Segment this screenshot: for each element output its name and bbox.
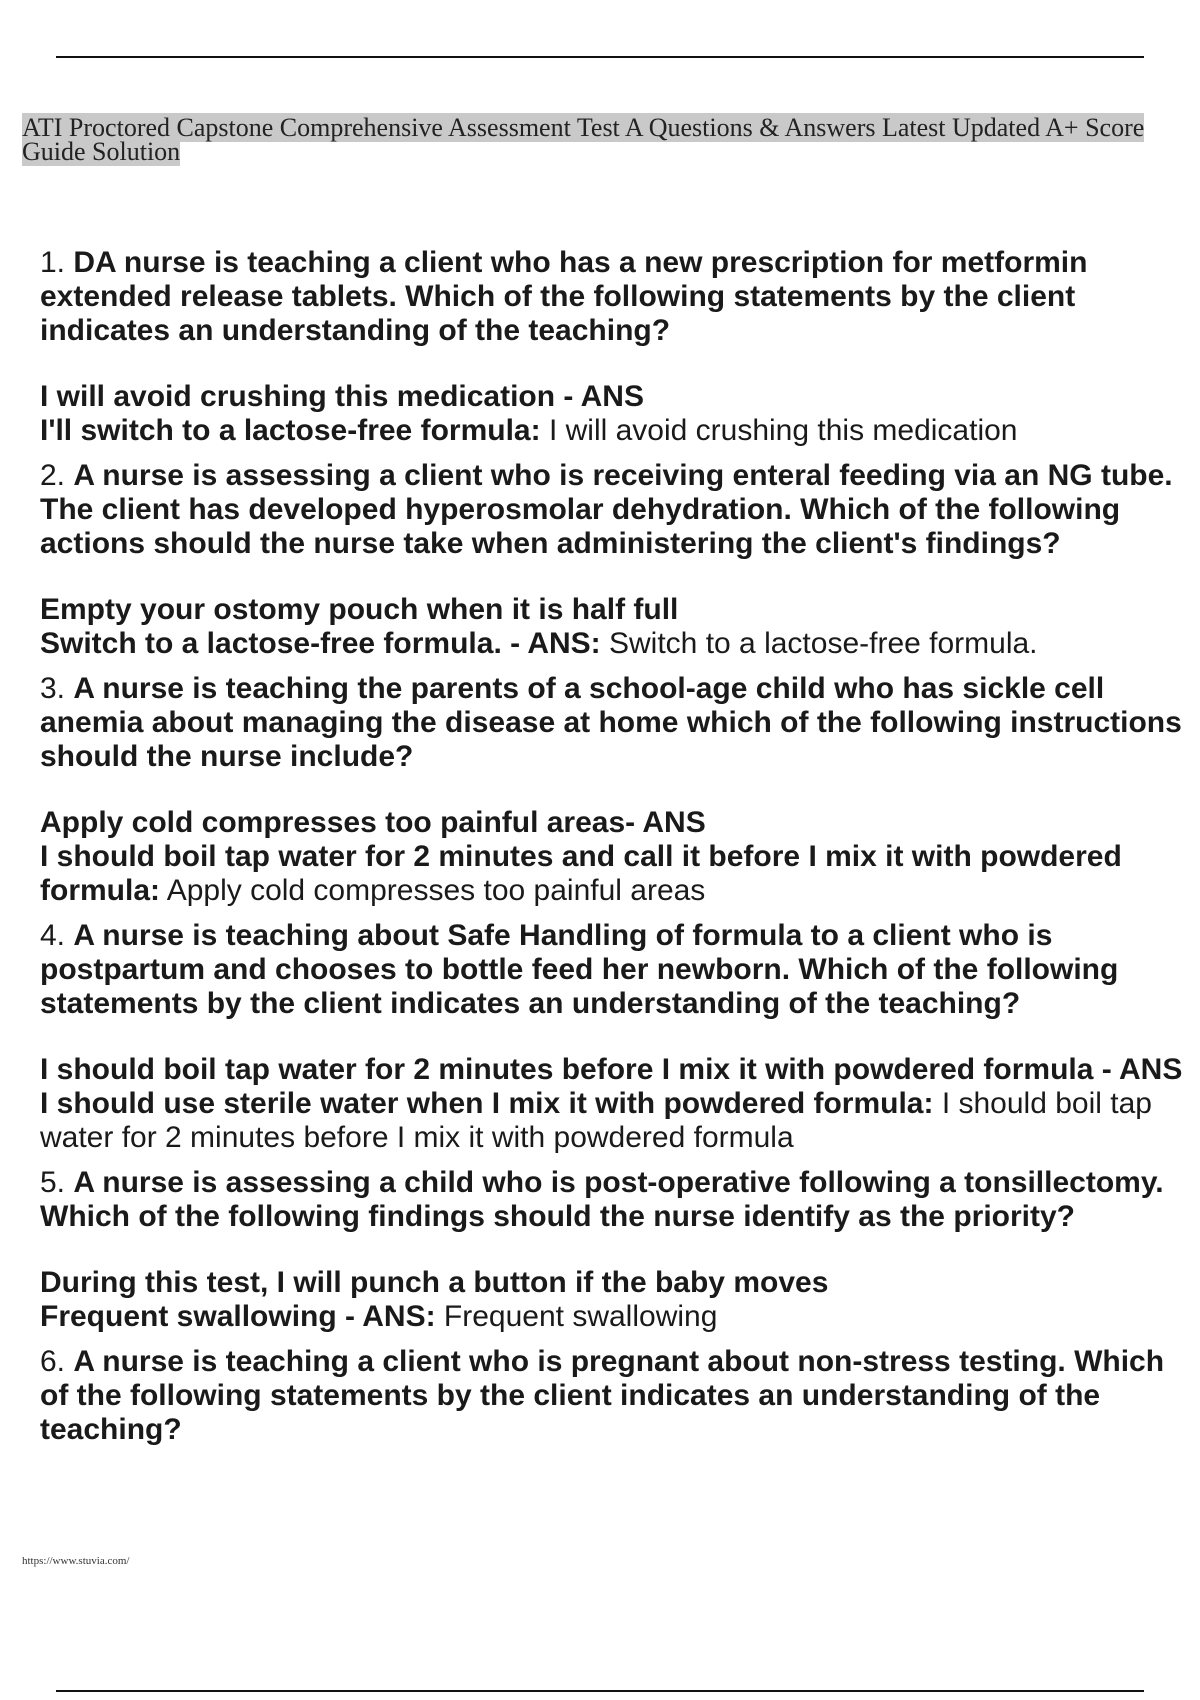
answer-value: Frequent swallowing bbox=[443, 1300, 718, 1333]
footer-url[interactable]: https://www.stuvia.com/ bbox=[22, 1555, 130, 1567]
question-text: A nurse is teaching about Safe Handling of formula to a client who is postpartum and chooses to bottle feed her newborn. Which of the following statements by the client indicates an understanding of the teaching? bbox=[40, 919, 1119, 1020]
statement-line: I should boil tap water for 2 minutes before I mix it with powdered formula - ANS bbox=[40, 1053, 1183, 1086]
answer-label: Switch to a lactose-free formula. - ANS: bbox=[40, 627, 601, 660]
question-number: 4. bbox=[40, 919, 66, 952]
answer-value: Switch to a lactose-free formula. bbox=[609, 627, 1038, 660]
qa-item bbox=[40, 1166, 1190, 1334]
question-text: A nurse is teaching a client who is pregnant about non-stress testing. Which of the following statements by the client indicates an understanding of the teaching? bbox=[40, 1345, 1165, 1446]
top-rule bbox=[56, 56, 1144, 58]
answer-label: I should boil tap water for 2 minutes and call it before I mix it with powdered formula: bbox=[40, 840, 1122, 907]
answer-line bbox=[40, 1300, 1190, 1334]
question-text: DA nurse is teaching a client who has a new prescription for metformin extended release tablets. Which of the following statements by the client indicates an understanding of the teaching? bbox=[40, 246, 1088, 347]
question bbox=[40, 672, 1190, 774]
qa-item bbox=[40, 246, 1190, 448]
document-title-text: ATI Proctored Capstone Comprehensive Assessment Test A Questions & Answers Latest Updated A+ Score Guide Solution bbox=[22, 113, 1145, 166]
document-title bbox=[22, 113, 1192, 166]
question-number: 5. bbox=[40, 1166, 66, 1199]
question-number: 6. bbox=[40, 1345, 66, 1378]
answer-value: Apply cold compresses too painful areas bbox=[166, 874, 706, 907]
answer-value: I will avoid crushing this medication bbox=[548, 414, 1018, 447]
answer-line bbox=[40, 414, 1190, 448]
qa-list bbox=[40, 246, 1190, 1447]
question-number: 1. bbox=[40, 246, 66, 279]
question-text: A nurse is assessing a client who is receiving enteral feeding via an NG tube. The client has developed hyperosmolar dehydration. Which of the following actions should the nurse take when administering the client's findings? bbox=[40, 459, 1173, 560]
statement-line: Apply cold compresses too painful areas- ANS bbox=[40, 806, 706, 839]
question-number: 2. bbox=[40, 459, 66, 492]
question bbox=[40, 1345, 1190, 1447]
qa-item bbox=[40, 459, 1190, 661]
statement-line: I will avoid crushing this medication - ANS bbox=[40, 380, 644, 413]
question-text: A nurse is assessing a child who is post-operative following a tonsillectomy. Which of the following findings should the nurse identify as the priority? bbox=[40, 1166, 1164, 1233]
answer-line bbox=[40, 1087, 1190, 1155]
qa-item bbox=[40, 672, 1190, 908]
question-number: 3. bbox=[40, 672, 66, 705]
statement-line: During this test, I will punch a button if the baby moves bbox=[40, 1266, 829, 1299]
answer-value: I should boil tap water for 2 minutes before I mix it with powdered formula bbox=[40, 1087, 1152, 1154]
answer-label: Frequent swallowing - ANS: bbox=[40, 1300, 436, 1333]
question bbox=[40, 246, 1190, 348]
answer-line bbox=[40, 627, 1190, 661]
statement-line: Empty your ostomy pouch when it is half full bbox=[40, 593, 679, 626]
qa-item bbox=[40, 1345, 1190, 1447]
question bbox=[40, 919, 1190, 1021]
qa-item bbox=[40, 919, 1190, 1155]
answer-label: I should use sterile water when I mix it with powdered formula: bbox=[40, 1087, 934, 1120]
answer-label: I'll switch to a lactose-free formula: bbox=[40, 414, 541, 447]
question bbox=[40, 1166, 1190, 1234]
question-text: A nurse is teaching the parents of a school-age child who has sickle cell anemia about managing the disease at home which of the following instructions should the nurse include? bbox=[40, 672, 1182, 773]
answer-line bbox=[40, 840, 1190, 908]
question bbox=[40, 459, 1190, 561]
bottom-rule bbox=[56, 1690, 1144, 1692]
